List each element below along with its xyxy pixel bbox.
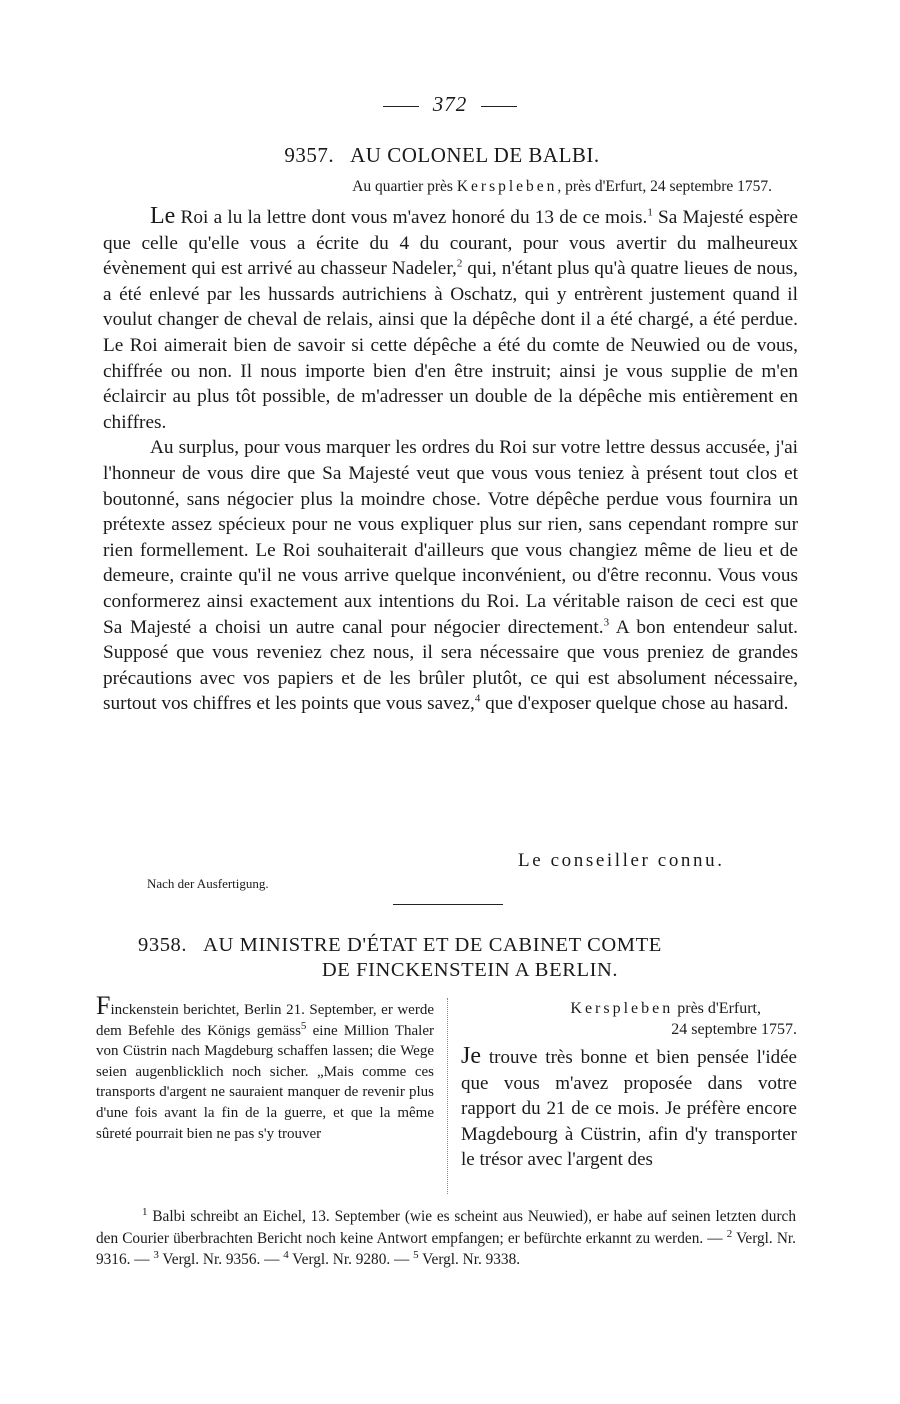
footnote-marker: 4 bbox=[474, 692, 481, 705]
text: qui, n'étant plus qu'à quatre lieues de nous, a été enlevé par les hussards autrichiens à Oschatz, qui y entrèrent justement quand il voulut changer de cheval de relais, ainsi que la dépêche dont il a été chargé, a été perdue. Le Roi aimerait bien de savoir si cette dépêche a été du comte de Neuwied ou de vous, chiffrée ou non. Il nous importe bien d'en être instruit; ainsi je vous supplie de m'en éclaircir au plus tôt possible, de m'adresser un double de la dépêche mis entièrement en chiffres. bbox=[103, 258, 798, 433]
letter-column bbox=[461, 998, 797, 1173]
letter-number: 9358. bbox=[138, 934, 188, 956]
divider bbox=[481, 106, 517, 107]
letter-title: AU COLONEL DE BALBI. bbox=[350, 143, 600, 167]
text: que d'exposer quelque chose au hasard. bbox=[480, 693, 789, 715]
text: eine Million Thaler von Cüstrin nach Magdeburg schaffen lassen; die Wege seien augenblicklich noch sicher. „Mais comme ces transports d'argent ne sauraient manquer de revenir plus d'une fois avant la fin de la guerre, et que la même sûreté pourrait bien ne pas s'y trouver bbox=[96, 1022, 434, 1142]
dateline-date: 24 septembre 1757. bbox=[671, 1021, 797, 1038]
summary-column bbox=[96, 991, 434, 1144]
dateline-place bbox=[461, 998, 797, 1019]
letter-title: AU MINISTRE D'ÉTAT ET DE CABINET COMTE bbox=[203, 934, 662, 956]
text: A bon entendeur salut. Supposé que vous reveniez chez nous, il sera nécessaire que vous preniez de grandes précautions avec vos papiers et de les brûler plutôt, ce qui est absolument nécessaire, surtout vos chiffres et les points que vous savez, bbox=[103, 616, 799, 715]
text: trouve très bonne et bien pensée l'idée que vous m'avez proposée dans votre rapport du 21 de ce mois. Je préfère encore Magdebourg à Cüstrin, afin d'y transporter le trésor avec l'argent des bbox=[461, 1047, 797, 1171]
page-number: 372 bbox=[432, 92, 468, 116]
initial-letter: F bbox=[96, 991, 111, 1020]
letter-heading bbox=[102, 143, 782, 168]
text: près d'Erfurt, bbox=[673, 1000, 761, 1017]
letter-heading bbox=[138, 933, 778, 983]
footnote-marker: 4 bbox=[283, 1248, 289, 1261]
dateline-text: Au quartier près bbox=[352, 178, 457, 195]
text: Balbi schreibt an Eichel, 13. September (wie es scheint aus Neuwied), er habe auf seinen letzten durch den Courier überbrachten Bericht noch keine Antwort empfangen; er befürchte erkannt zu werden. — bbox=[96, 1208, 796, 1247]
text: Vergl. Nr. 9316. — bbox=[96, 1229, 796, 1268]
footnote-marker: 5 bbox=[413, 1248, 419, 1261]
footnote-text bbox=[96, 1206, 796, 1271]
paragraph bbox=[103, 435, 798, 717]
dateline-text: , près d'Erfurt, 24 septembre 1757. bbox=[557, 178, 772, 195]
text: Vergl. Nr. 9280. — bbox=[288, 1251, 414, 1268]
column-divider bbox=[447, 998, 448, 1194]
text: inckenstein berichtet, Berlin 21. September, er werde dem Befehle des Königs gemäss bbox=[96, 1002, 434, 1039]
section-divider bbox=[393, 904, 503, 905]
paragraph bbox=[461, 1044, 797, 1173]
footnote-marker: 2 bbox=[726, 1227, 733, 1240]
footnote-marker: 3 bbox=[603, 616, 610, 629]
dateline bbox=[352, 178, 772, 196]
letter-body bbox=[103, 204, 798, 717]
text: Sa Majesté espère que celle qu'elle vous a écrite du 4 du courant, pour vous avertir du malheureux évènement qui est arrivé au chasseur Nadeler, bbox=[103, 207, 798, 280]
dateline-place: Kerspleben bbox=[456, 178, 558, 195]
letter-title-line2: DE FINCKENSTEIN A BERLIN. bbox=[321, 959, 619, 981]
text: Roi a lu la lettre dont vous m'avez honoré du 13 de ce mois. bbox=[175, 207, 648, 228]
place-name: Kerspleben bbox=[570, 1000, 674, 1017]
initial-word: Le bbox=[150, 203, 176, 229]
signature: Le conseiller connu. bbox=[518, 850, 725, 871]
source-note: Nach der Ausfertigung. bbox=[147, 876, 269, 891]
letter-number: 9357. bbox=[284, 143, 335, 167]
text: Vergl. Nr. 9356. — bbox=[158, 1251, 284, 1268]
initial-word: Je bbox=[461, 1043, 481, 1069]
text: Au surplus, pour vous marquer les ordres du Roi sur votre lettre dessus accusée, j'ai l'honneur de vous dire que Sa Majesté veut que vous vous teniez à présent tout clos et boutonné, sans négocier plus la moindre chose. Votre dépêche perdue vous fournira un prétexte assez spécieux pour ne vous expliquer plus sur rien, sans cependant rompre sur rien formellement. Le Roi souhaiterait d'ailleurs que vous changiez même de lieu et de demeure, crainte qu'il ne vous arrive quelque inconvénient, ou d'être reconnu. Vous vous conformerez ainsi exactement aux intentions du Roi. La véritable raison de ceci est que Sa Majesté a choisi un autre canal pour négocier directement. bbox=[103, 437, 798, 638]
page-number-line bbox=[0, 92, 900, 117]
footnote-marker: 3 bbox=[153, 1248, 159, 1261]
footnote-marker: 5 bbox=[300, 1019, 307, 1032]
footnote-marker: 2 bbox=[456, 257, 463, 270]
footnote-marker: 1 bbox=[647, 206, 653, 219]
footnote-marker: 1 bbox=[142, 1205, 148, 1218]
footnotes bbox=[96, 1206, 796, 1271]
paragraph bbox=[103, 204, 798, 435]
divider bbox=[383, 106, 419, 107]
text: Vergl. Nr. 9338. bbox=[418, 1251, 521, 1268]
